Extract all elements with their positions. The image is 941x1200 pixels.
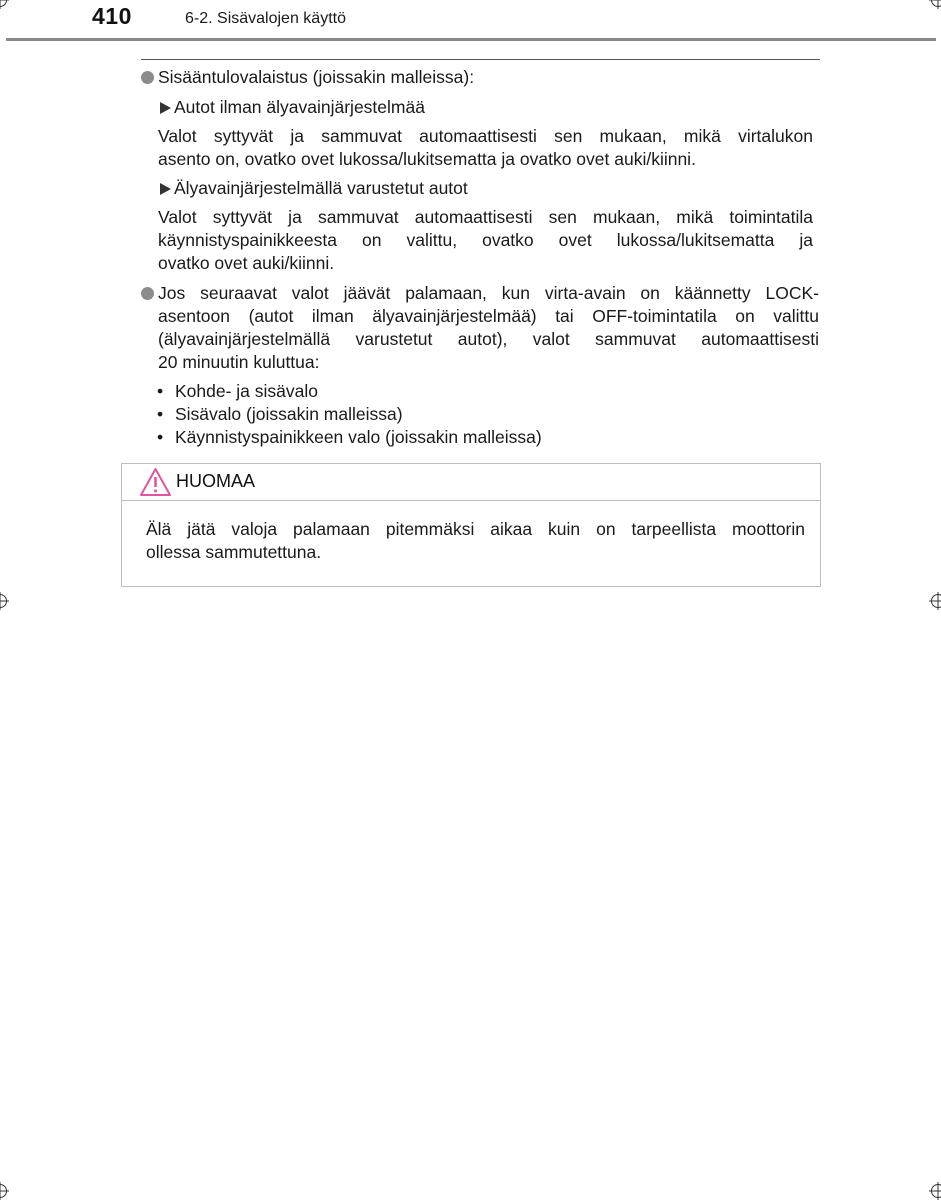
notice-text-line: Älä jätä valoja palamaan pitemmäksi aikaa kuin on tarpeellista moottorin bbox=[146, 519, 805, 539]
bullet-2-text-line: Jos seuraavat valot jäävät palamaan, kun virta-avain on käännetty LOCK- bbox=[158, 283, 819, 303]
registration-mark-bottom-right bbox=[929, 1182, 941, 1200]
content-divider bbox=[141, 59, 820, 60]
sub-1-text-line: asento on, ovatko ovet lukossa/lukitsematta ja ovatko ovet auki/kiinni. bbox=[158, 149, 696, 169]
circle-bullet-icon bbox=[141, 71, 154, 84]
list-item: Sisävalo (joissakin malleissa) bbox=[175, 404, 403, 424]
notice-title: HUOMAA bbox=[176, 471, 256, 491]
warning-triangle-icon bbox=[139, 467, 172, 497]
bullet-2-text-line: asentoon (autot ilman älyavainjärjestelmää) tai OFF-toimintatila on valittu bbox=[158, 306, 819, 326]
sub-2-text-line: ovatko ovet auki/kiinni. bbox=[158, 253, 335, 273]
sub-2-text-line: käynnistyspainikkeesta on valittu, ovatko ovet lukossa/lukitsematta ja bbox=[158, 230, 813, 250]
dot-bullet: • bbox=[157, 404, 164, 424]
notice-header-divider bbox=[122, 500, 820, 501]
sub-1-heading: Autot ilman älyavainjärjestelmää bbox=[174, 97, 425, 117]
triangle-bullet-icon bbox=[160, 183, 171, 195]
sub-1-text-line: Valot syttyvät ja sammuvat automaattisesti sen mukaan, mikä virtalukon bbox=[158, 126, 813, 146]
sub-2-heading: Älyavainjärjestelmällä varustetut autot bbox=[174, 178, 468, 198]
sub-2-text-line: Valot syttyvät ja sammuvat automaattisesti sen mukaan, mikä toimintatila bbox=[158, 207, 813, 227]
registration-mark-mid-right bbox=[929, 592, 941, 610]
header-divider bbox=[6, 38, 936, 41]
section-title: 6-2. Sisävalojen käyttö bbox=[185, 10, 346, 27]
registration-mark-bottom-left bbox=[0, 1182, 9, 1200]
registration-mark-top-left bbox=[0, 0, 9, 9]
dot-bullet: • bbox=[157, 427, 164, 447]
circle-bullet-icon bbox=[141, 287, 154, 300]
notice-text-line: ollessa sammutettuna. bbox=[146, 542, 322, 562]
registration-mark-mid-left bbox=[0, 592, 9, 610]
dot-bullet: • bbox=[157, 381, 164, 401]
bullet-1-title: Sisääntulovalaistus (joissakin malleissa): bbox=[158, 67, 475, 87]
triangle-bullet-icon bbox=[160, 102, 171, 114]
page-number: 410 bbox=[92, 3, 132, 29]
bullet-2-text-line: (älyavainjärjestelmällä varustetut autot), valot sammuvat automaattisesti bbox=[158, 329, 819, 349]
bullet-2-text-line: 20 minuutin kuluttua: bbox=[158, 352, 320, 372]
list-item: Käynnistyspainikkeen valo (joissakin malleissa) bbox=[175, 427, 542, 447]
registration-mark-top-right bbox=[929, 0, 941, 9]
list-item: Kohde- ja sisävalo bbox=[175, 381, 318, 401]
